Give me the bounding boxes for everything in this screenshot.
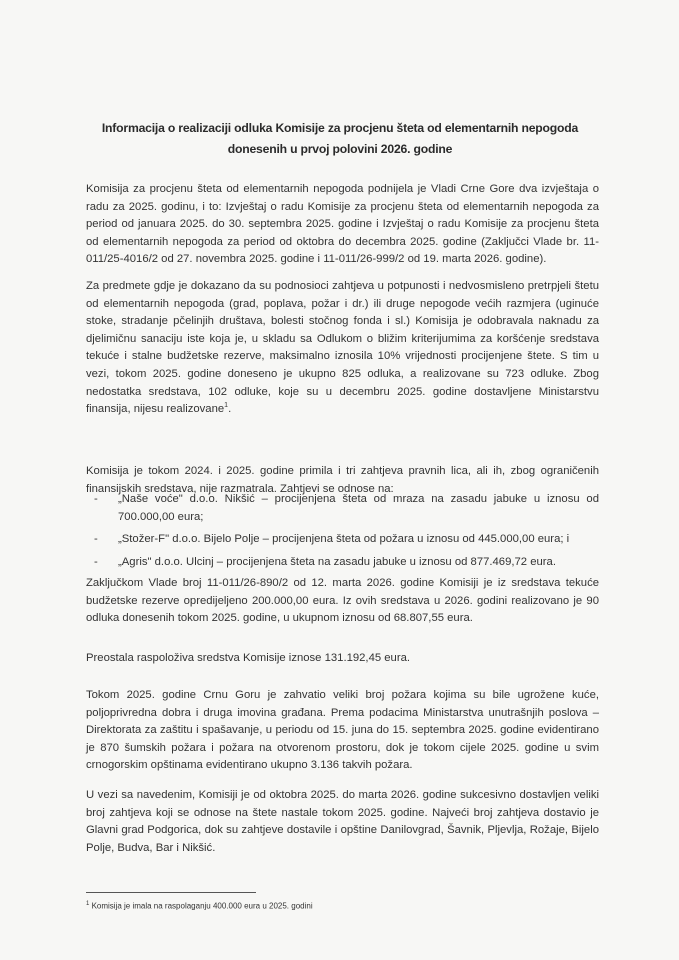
paragraph-remaining-funds: Preostala raspoloživa sredstva Komisije iznose 131.192,45 eura. bbox=[86, 652, 411, 664]
title-line-1: Informacija o realizaciji odluka Komisije za procjenu šteta od elementarnih nepogoda bbox=[101, 121, 579, 135]
list-item-text: „Naše voće" d.o.o. Nikšić – procijenjena šteta od mraza na zasadu jabuke u iznosu od 700.000,00 eura; bbox=[118, 493, 599, 523]
paragraph-legal-entities: Komisija je tokom 2024. i 2025. godine primila i tri zahtjeva pravnih lica, ali ih, zbog ograničenih finansijskih sredstava, nije razmatrala. Zahtjevi se odnose na: bbox=[86, 465, 599, 495]
list-dash: - bbox=[94, 555, 98, 568]
requests-list bbox=[86, 491, 599, 576]
footnote-text: Komisija je imala na raspolaganju 400.000 eura u 2025. godini bbox=[89, 901, 313, 911]
list-dash: - bbox=[94, 493, 98, 505]
list-dash: - bbox=[94, 533, 98, 546]
paragraph-fires: Tokom 2025. godine Crnu Goru je zahvatio veliki broj požara kojima su bile ugrožene kuće, poljoprivredna dobra i druga imovina građana. Prema podacima Ministarstva unutrašnjih poslova – Direktorata za zaštitu i spašavanje, u periodu od 15. juna do 15. septembra 2025. godine evidentirano je 870 šumskih požara i požara na otvorenom prostoru, dok je tokom cijele 2025. godine u svim crnogorskim opštinama evidentirano ukupno 3.136 takvih požara. bbox=[86, 689, 599, 772]
paragraph-requests-received: U vezi sa navedenim, Komisiji je od oktobra 2025. do marta 2026. godine sukcesivno dostavljen veliki broj zahtjeva koji se odnose na štete nastale tokom 2025. godine. Najveći broj zahtjeva dostavio je Glavni grad Podgorica, dok su zahtjeve dostavile i opštine Danilovgrad, Šavnik, Pljevlja, Rožaje, Bijelo Polje, Budva, Bar i Nikšić. bbox=[86, 789, 599, 854]
list-item-text: „Agris" d.o.o. Ulcinj – procijenjena šteta na zasadu jabuke u iznosu od 877.469,72 eura. bbox=[118, 555, 556, 568]
paragraph-reports: Komisija za procjenu šteta od elementarnih nepogoda podnijela je Vladi Crne Gore dva izvještaja o radu za 2025. godinu, i to: Izvještaj o radu Komisije za procjenu šteta od elementarnih nepogoda za period od januara 2025. do 30. septembra 2025. godine i Izvještaj o radu Komisije za procjenu šteta od elementarnih nepogoda za period od oktobra do decembra 2025. godine (Zaključci Vlade br. 11-011/25-4016/2 od 27. novembra 2025. godine i 11-011/26-999/2 od 19. marta 2026. godine). bbox=[86, 183, 599, 266]
paragraph-budget-reserve: Zaključkom Vlade broj 11-011/26-890/2 od 12. marta 2026. godine Komisiji je iz sredstava tekuće budžetske rezerve opredijeljeno 200.000,00 eura. Iz ovih sredstava u 2026. godini realizovano je 90 odluka donesenih tokom 2025. godine, u ukupnom iznosu od 68.807,55 eura. bbox=[86, 577, 599, 625]
title-line-2: donesenih u prvoj polovini 2026. godine bbox=[227, 142, 453, 156]
list-item bbox=[86, 554, 599, 572]
list-item bbox=[86, 531, 599, 549]
footnote-divider bbox=[86, 892, 256, 893]
paragraph-compensation-text: Za predmete gdje je dokazano da su podnosioci zahtjeva u potpunosti i nedvosmisleno pretrpjeli štetu od elementarnih nepogoda (grad, poplava, požar i dr.) ili druge nepogode većih razmjera (uginuće stoke, stradanje pčelinjih društava, bolesti stočnog fonda i sl.) Komisija je odobravala naknadu za djelimičnu sanaciju iste koja je, u skladu sa Odlukom o bližim kriterijumima za koršćenje sredstava tekuće i stalne budžetske rezerve, maksimalno iznosila 10% vrijednosti procijenjene štete. S tim u vezi, tokom 2025. godine doneseno je ukupno 825 odluka, a realizovane su 723 odluke. Zbog nedostatka sredstava, 102 odluke, koje su u decembru 2025. godine dostavljene Ministarstvu finansija, nijesu realizovane bbox=[86, 280, 599, 416]
paragraph-compensation-end: . bbox=[228, 403, 232, 416]
list-item-text: „Stožer-F" d.o.o. Bijelo Polje – procijenjena šteta od požara u iznosu od 445.000,00 eura; i bbox=[118, 533, 570, 546]
paragraph-compensation bbox=[86, 278, 599, 419]
document-title bbox=[60, 118, 620, 160]
footnote-reference: 1 bbox=[224, 402, 229, 410]
list-item bbox=[86, 491, 599, 526]
footnote bbox=[86, 899, 599, 912]
footnote-mark: 1 bbox=[86, 901, 90, 907]
